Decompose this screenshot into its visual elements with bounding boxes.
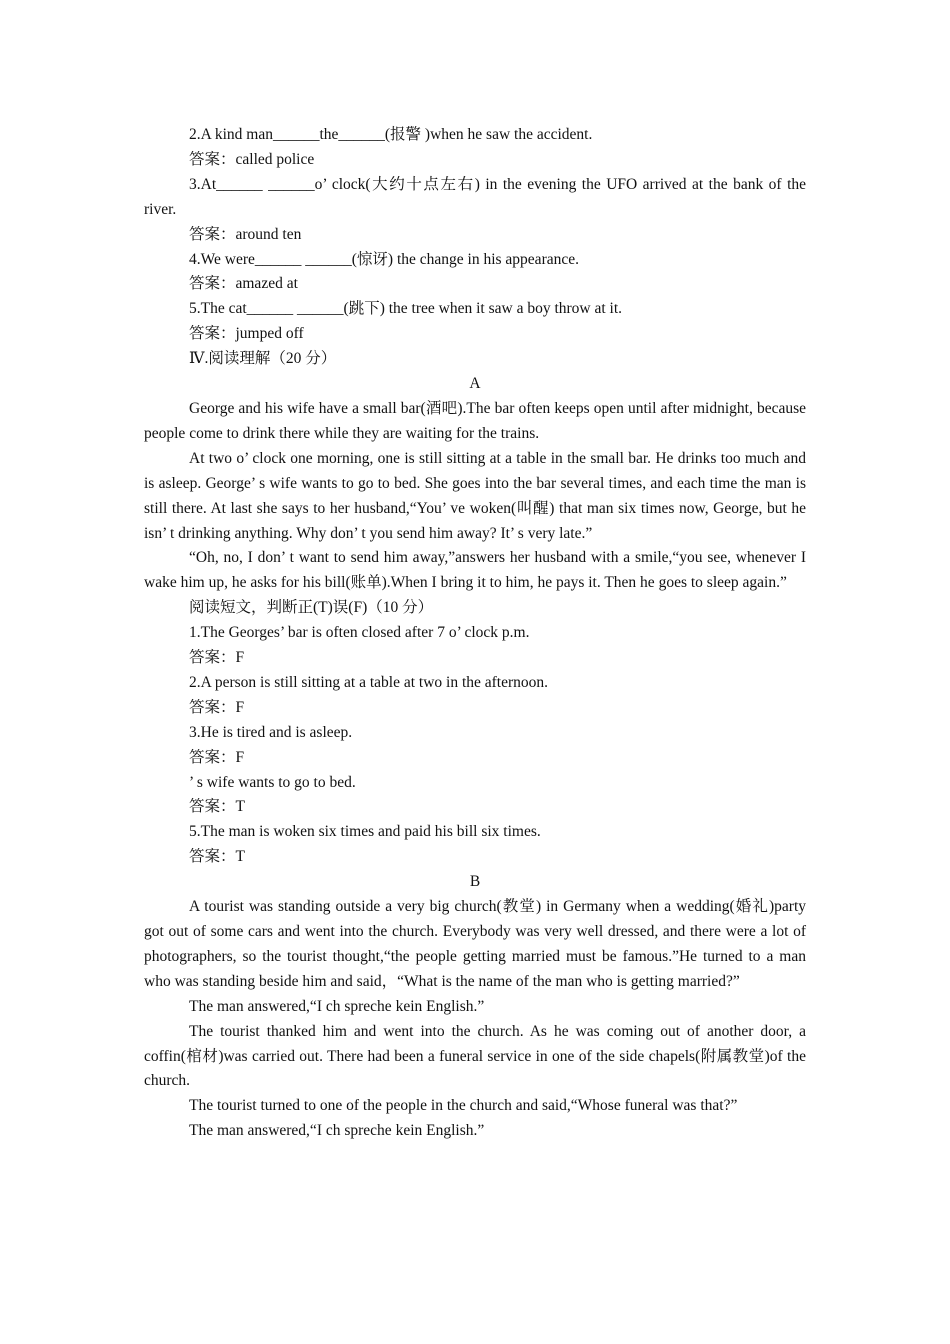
true-false-instructions: 阅读短文，判断正(T)误(F)（10 分） — [189, 599, 434, 617]
tf-question-1: 1.The Georges’ bar is often closed after 7 o’ clock p.m. — [189, 624, 530, 642]
question-4: 4.We were______ ______(惊讶) the change in his appearance. — [189, 250, 579, 268]
tf-answer-1: 答案：F — [189, 649, 245, 667]
question-5: 5.The cat______ ______(跳下) the tree when it saw a boy throw at it. — [189, 300, 623, 318]
passage-a-paragraph-2: At two o’ clock one morning, one is still sitting at a table in the small bar. He drinks too much and is asleep. George’ s wife wants to go to bed. She goes into the bar several times, and each time the man is still there. At last she says to her husband,“You’ ve woken(叫醒) that man six times now, George, but he isn’ t drinking anything. Why don’ t you send him away? It’ s very late.” — [144, 449, 806, 542]
passage-b-paragraph-5: The man answered,“I ch spreche kein English.” — [189, 1122, 485, 1140]
question-3: 3.At______ ______o’ clock(大约十点左右) in the evening the UFO arrived at the bank of the river. — [144, 175, 806, 218]
passage-b-paragraph-2: The man answered,“I ch spreche kein English.” — [189, 997, 485, 1015]
tf-answer-5: 答案：T — [189, 848, 245, 866]
passage-b-paragraph-1: A tourist was standing outside a very big church(教堂) in Germany when a wedding(婚礼)party got out of some cars and went into the church. Everybody was very well dressed, and there were a lot of photographers, so the tourist thought,“the people getting married must be famous.”He turned to a man who was standing beside him and said，“What is the name of the man who is getting married?” — [144, 898, 806, 990]
tf-question-4: ’ s wife wants to go to bed. — [189, 773, 356, 791]
passage-b-paragraph-4: The tourist turned to one of the people in the church and said,“Whose funeral was that?” — [189, 1097, 738, 1115]
passage-b-paragraph-3: The tourist thanked him and went into the church. As he was coming out of another door, a coffin(棺材)was carried out. There had been a funeral service in one of the side chapels(附属教堂)of the church. — [144, 1022, 806, 1090]
answer-3: 答案：around ten — [189, 225, 302, 243]
answer-2: 答案：called police — [189, 150, 315, 168]
passage-b-heading: B — [469, 873, 481, 891]
tf-answer-3: 答案：F — [189, 748, 245, 766]
tf-question-3: 3.He is tired and is asleep. — [189, 723, 353, 741]
section-heading-reading: Ⅳ.阅读理解（20 分） — [189, 350, 337, 368]
passage-a-heading: A — [469, 375, 481, 393]
passage-a-paragraph-1: George and his wife have a small bar(酒吧).The bar often keeps open until after midnight, because people come to drink there while they are waiting for the trains. — [144, 399, 806, 442]
document-body — [144, 123, 806, 1144]
tf-answer-4: 答案：T — [189, 798, 245, 816]
tf-question-2: 2.A person is still sitting at a table at two in the afternoon. — [189, 673, 549, 691]
passage-a-paragraph-3: “Oh, no, I don’ t want to send him away,”answers her husband with a smile,“you see, whenever I wake him up, he asks for his bill(账单).When I bring it to him, he pays it. Then he goes to sleep again.” — [144, 549, 806, 592]
question-2: 2.A kind man______the______(报警 )when he saw the accident. — [189, 126, 593, 143]
answer-4: 答案：amazed at — [189, 275, 298, 293]
answer-5: 答案：jumped off — [189, 325, 304, 343]
tf-question-5: 5.The man is woken six times and paid his bill six times. — [189, 823, 541, 841]
tf-answer-2: 答案：F — [189, 698, 245, 716]
